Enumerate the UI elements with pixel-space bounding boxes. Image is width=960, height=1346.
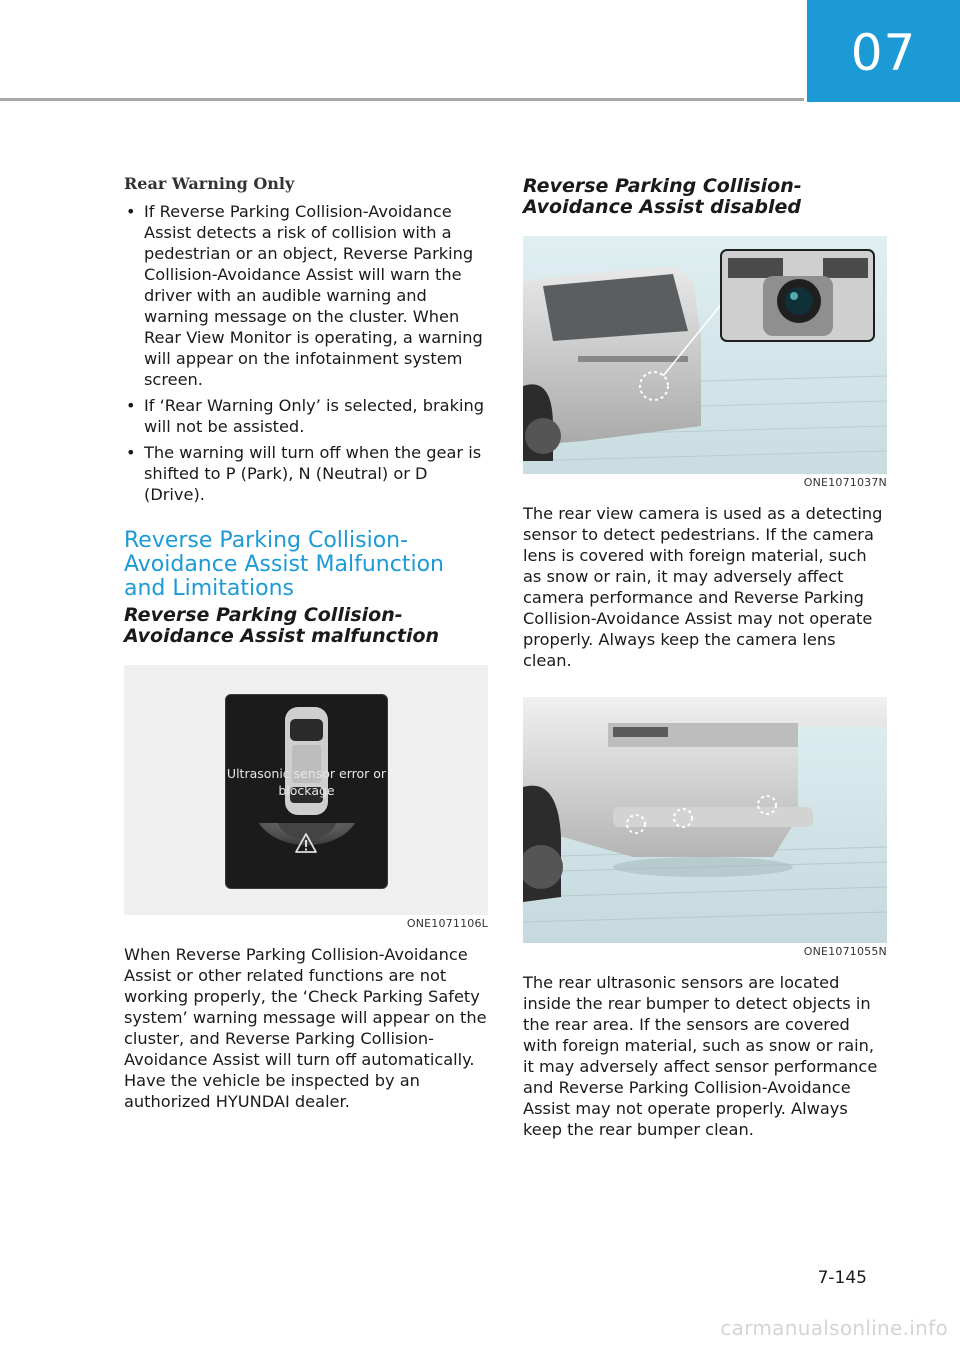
- disabled-subtitle: Reverse Parking Collision-Avoidance Assist disabled: [523, 175, 802, 218]
- left-column: [124, 172, 488, 1112]
- sensor-paragraph: The rear ultrasonic sensors are located inside the rear bumper to detect objects in the rear area. If the sensors are covered with foreign material, such as snow or rain, it may adversely affect sensor performance and Reverse Parking Collision-Avoidance Assist may not operate properly. Always keep the rear bumper clean.: [523, 973, 878, 1139]
- rear-camera-figure: [523, 236, 887, 474]
- cluster-warning-message: Ultrasonic sensor error or blockage: [226, 766, 387, 798]
- malfunction-paragraph: When Reverse Parking Collision-Avoidance Assist or other related functions are not working properly, the ‘Check Parking Safety system’ warning message will appear on the cluster, and Reverse Parking Collision-Avoidance Assist will turn off automatically.: [124, 945, 487, 1069]
- watermark: carmanualsonline.info: [720, 1316, 948, 1340]
- header-rule: [0, 98, 804, 101]
- list-item: [124, 201, 488, 390]
- rear-bumper-figure: [523, 697, 887, 943]
- rear-warning-only-heading: Rear Warning Only: [124, 174, 295, 193]
- cluster-screen: [225, 694, 388, 889]
- warning-triangle-icon: [294, 832, 318, 854]
- page-number: 7-145: [817, 1268, 867, 1288]
- bullet-text: If Reverse Parking Collision-Avoidance Assist detects a risk of collision with a pedestrian or an object, Reverse Parking Collision-Avoidance Assist will warn the driver with an audible warning and warning message on the cluster. When Rear View Monitor is operating, a warning will appear on the infotainment system screen.: [144, 202, 483, 389]
- right-column: [523, 172, 887, 1140]
- figure-caption: ONE1071037N: [803, 476, 887, 489]
- rear-camera-illustration: [523, 236, 887, 474]
- list-item: [124, 442, 488, 505]
- figure-caption: ONE1071106L: [406, 917, 488, 930]
- list-item: [124, 395, 488, 437]
- rear-bumper-illustration: [523, 697, 887, 943]
- dealer-paragraph: Have the vehicle be inspected by an authorized HYUNDAI dealer.: [124, 1071, 420, 1111]
- figure-caption: ONE1071055N: [803, 945, 887, 958]
- bullet-text: If ‘Rear Warning Only’ is selected, braking will not be assisted.: [144, 396, 484, 436]
- camera-paragraph: The rear view camera is used as a detecting sensor to detect pedestrians. If the camera lens is covered with foreign material, such as snow or rain, it may adversely affect camera performance and Reverse Parking Collision-Avoidance Assist may not operate properly. Always keep the camera lens clean.: [523, 504, 883, 670]
- malfunction-subtitle: Reverse Parking Collision-Avoidance Assist malfunction: [124, 604, 440, 647]
- bullet-text: The warning will turn off when the gear is shifted to P (Park), N (Neutral) or D (Drive).: [144, 443, 482, 504]
- section-title: Reverse Parking Collision-Avoidance Assist Malfunction and Limitations: [124, 528, 444, 601]
- bullet-icon: •: [126, 396, 136, 415]
- bullet-icon: •: [126, 202, 136, 221]
- cluster-warning-figure: [124, 665, 488, 915]
- chapter-tab: 07: [807, 0, 960, 102]
- bullet-list: [124, 201, 488, 505]
- bullet-icon: •: [126, 443, 136, 462]
